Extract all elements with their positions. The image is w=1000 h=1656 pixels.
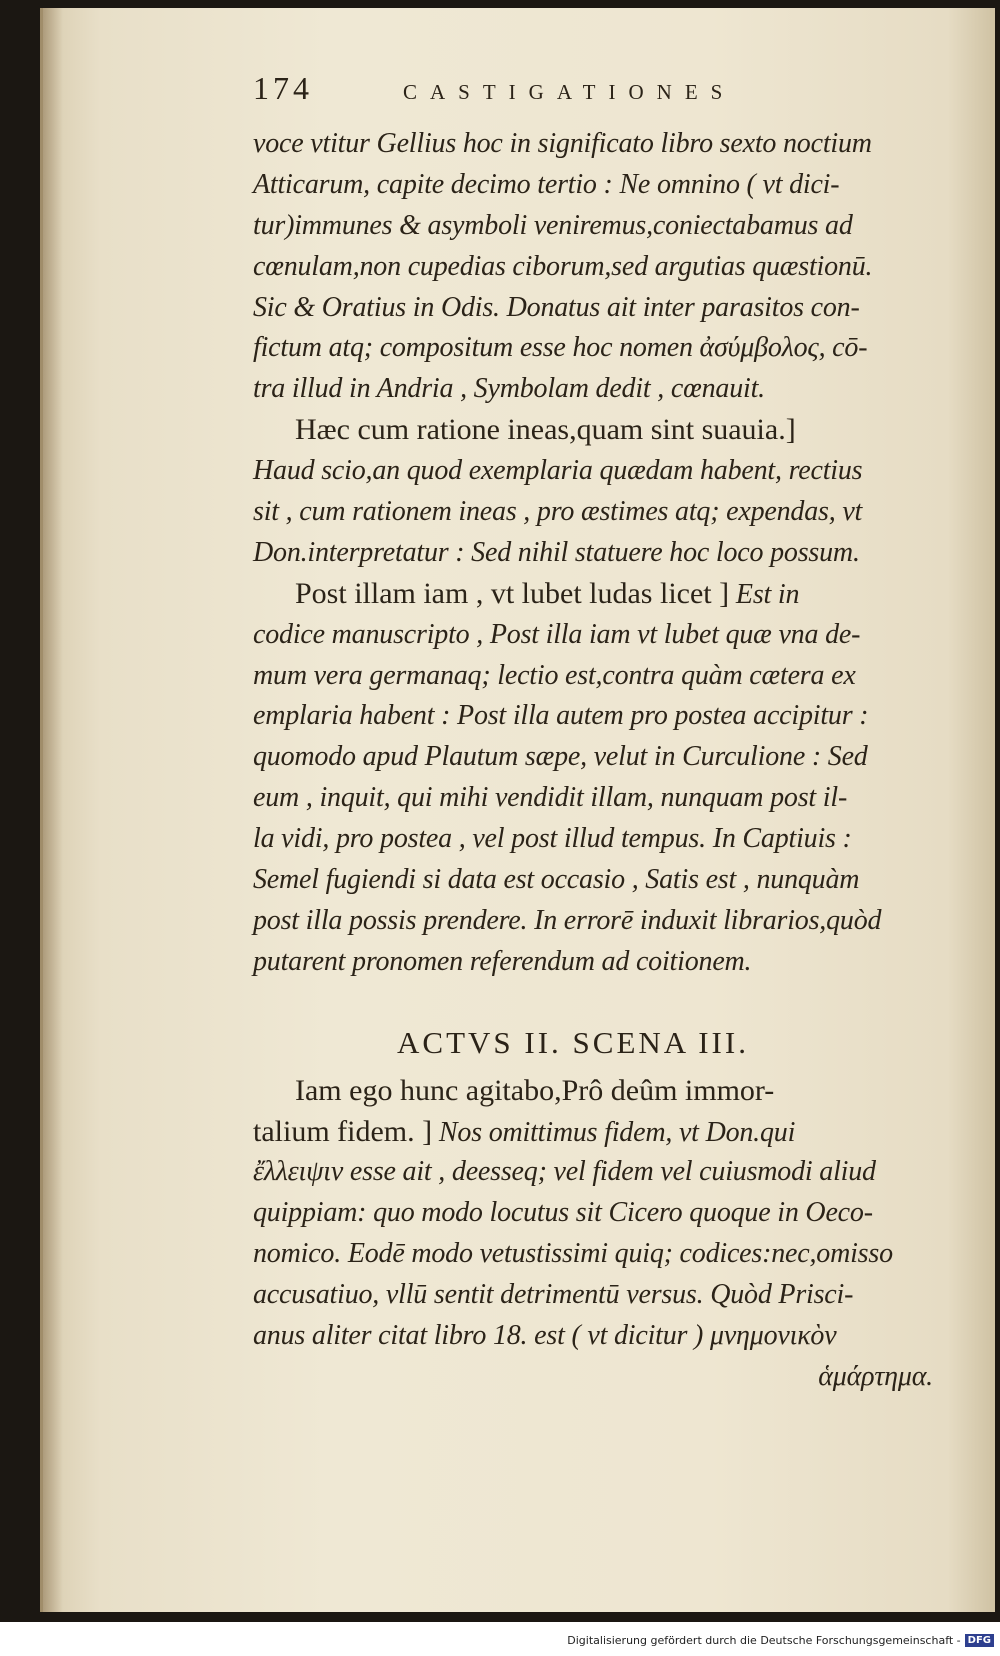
lemma-text: talium fidem. ] — [253, 1114, 433, 1148]
lemma-text: Post illam iam , vt lubet ludas licet ] — [295, 576, 730, 610]
text-line: sit , cum rationem ineas , pro æstimes atq; expendas, vt — [253, 496, 863, 528]
text-line: cœnulam,non cupedias ciborum,sed argutias quæstionū. — [253, 250, 873, 282]
text-line: Sic & Oratius in Odis. Donatus ait inter parasitos con- — [253, 291, 860, 323]
text-line: fictum atq; compositum esse hoc nomen ἀσύμβολος, cō- — [253, 332, 868, 364]
text-line: post illa possis prendere. In errorē induxit librarios,quòd — [253, 904, 882, 936]
paragraph-2 — [253, 410, 993, 574]
book-page — [40, 8, 995, 1612]
paragraph-4 — [253, 1071, 993, 1398]
text-line: quippiam: quo modo locutus sit Cicero quoque in Oeco- — [253, 1197, 873, 1229]
lemma-line: Iam ego hunc agitabo,Prô deûm immor- — [295, 1073, 775, 1107]
text-line: tur)immunes & asymboli veniremus,coniectabamus ad — [253, 209, 853, 241]
text-line: ἔλλειψιν esse ait , deesseq; vel fidem vel cuiusmodi aliud — [253, 1156, 876, 1188]
page-number: 174 — [253, 70, 313, 106]
text-line: accusatiuo, vllū sentit detrimentū versus. Quòd Prisci- — [253, 1279, 854, 1311]
text-line: voce vtitur Gellius hoc in significato libro sexto noctium — [253, 128, 872, 159]
text-line: emplaria habent : Post illa autem pro postea accipitur : — [253, 700, 869, 732]
digitization-footer — [0, 1624, 1000, 1656]
footer-credit: Digitalisierung gefördert durch die Deutsche Forschungsgemeinschaft - — [567, 1633, 961, 1647]
text-line: Semel fugiendi si data est occasio , Satis est , nunquàm — [253, 864, 860, 896]
section-heading: ACTVS II. SCENA III. — [397, 1024, 749, 1060]
text-line: putarent pronomen referendum ad coitionem. — [253, 945, 752, 977]
dfg-logo-icon: DFG — [965, 1634, 994, 1647]
text-line: la vidi, pro postea , vel post illud tempus. In Captiuis : — [253, 823, 852, 855]
lemma-line: Hæc cum ratione ineas,quam sint suauia.] — [295, 413, 796, 447]
text-line: eum , inquit, qui mihi vendidit illam, nunquam post il- — [253, 782, 848, 814]
text-line: tra illud in Andria , Symbolam dedit , cœnauit. — [253, 373, 765, 405]
text-line: ἁμάρτημα. — [818, 1360, 933, 1392]
text-line: Atticarum, capite decimo tertio : Ne omnino ( vt dici- — [253, 168, 840, 200]
paragraph-1 — [253, 124, 993, 410]
paragraph-3 — [253, 574, 993, 983]
running-head — [253, 70, 993, 120]
text-line: mum vera germanaq; lectio est,contra quàm cætera ex — [253, 659, 856, 691]
text-line: Don.interpretatur : Sed nihil statuere hoc loco possum. — [253, 536, 860, 568]
lemma-tail: Est in — [729, 578, 800, 610]
text-line: nomico. Eodē modo vetustissimi quiq; codices:nec,omisso — [253, 1238, 893, 1270]
running-head-title: CASTIGATIONES — [403, 80, 736, 104]
text-line: codice manuscripto , Post illa iam vt lubet quæ vna de- — [253, 618, 861, 650]
lemma-line — [253, 1112, 993, 1153]
text-line: anus aliter citat libro 18. est ( vt dicitur ) μνημονικὸν — [253, 1320, 837, 1352]
lemma-line — [253, 574, 993, 615]
lemma-tail: Nos omittimus fidem, vt Don.qui — [432, 1116, 796, 1148]
text-line: quomodo apud Plautum sæpe, velut in Curculione : Sed — [253, 741, 868, 773]
text-line: Haud scio,an quod exemplaria quædam habent, rectius — [253, 455, 863, 487]
text-block — [253, 70, 993, 1398]
